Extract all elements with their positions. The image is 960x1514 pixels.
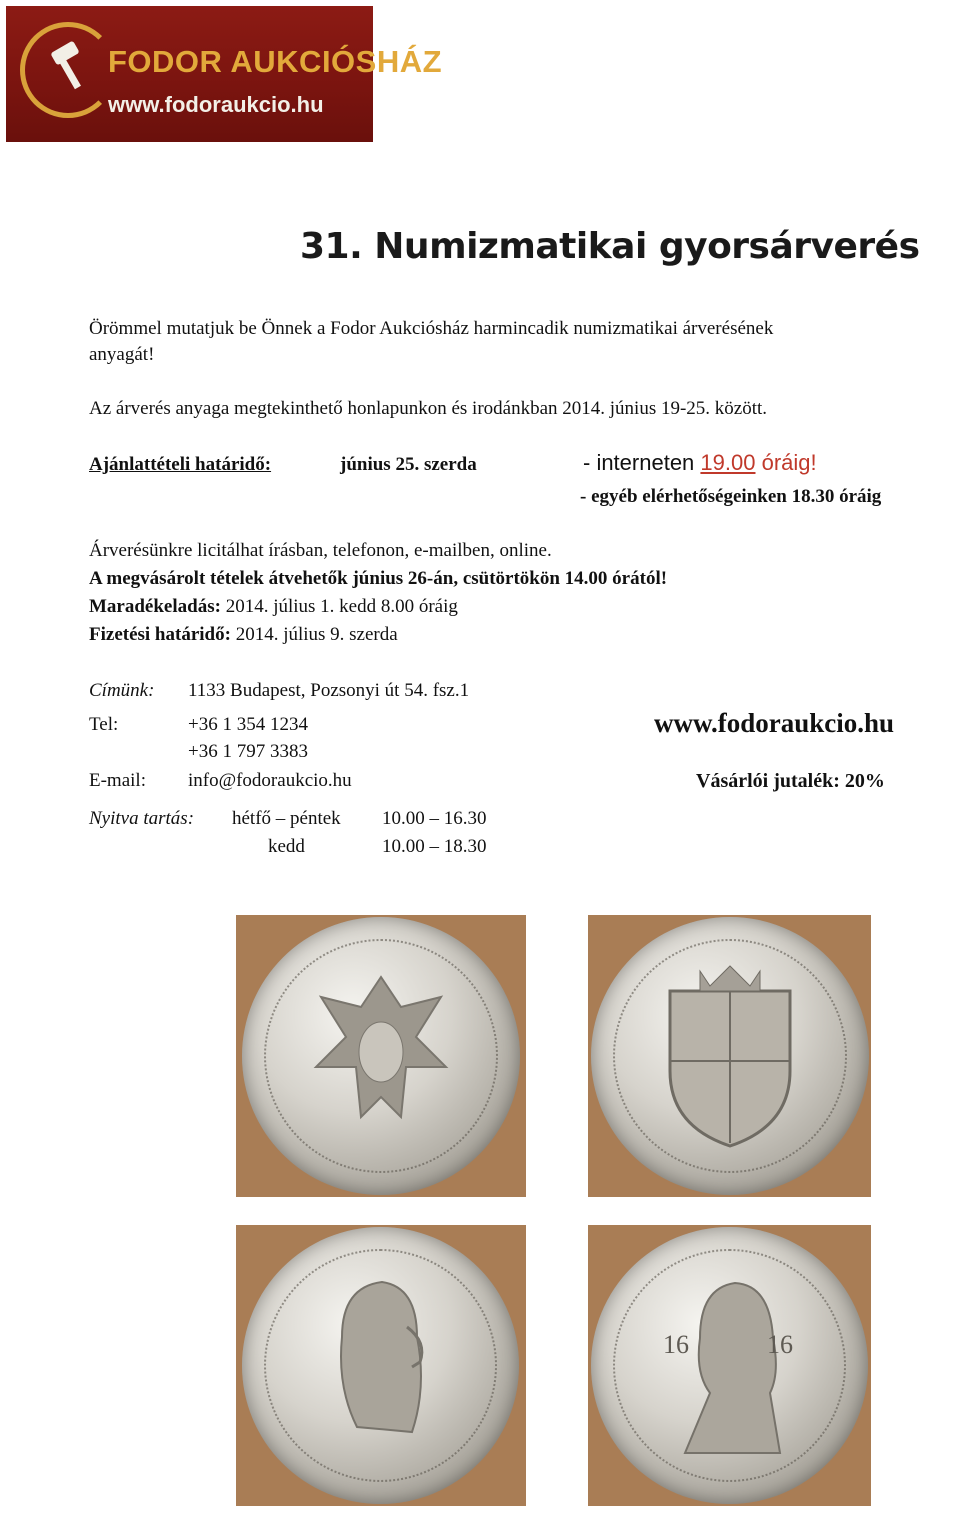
website-link[interactable]: www.fodoraukcio.hu <box>654 708 895 738</box>
deadline-internet-time-min: 00 <box>731 450 756 475</box>
deadline-label: Ajánlattételi határidő: <box>89 454 272 475</box>
email-label: E-mail: <box>89 770 146 791</box>
address-label: Címünk: <box>89 680 155 701</box>
coin-image-1 <box>236 915 526 1197</box>
gavel-icon <box>44 36 104 96</box>
tel-1[interactable]: +36 1 354 1234 <box>188 714 308 735</box>
coin-4-date-left: 16 <box>663 1330 689 1359</box>
deadline-date: június 25. szerda <box>340 454 477 475</box>
payment-label: Fizetési határidő: <box>89 624 231 645</box>
pickup-info: A megvásárolt tételek átvehetők június 26-án, csütörtökön 14.00 órától! <box>89 568 668 589</box>
coat-of-arms-coin-icon <box>655 961 805 1151</box>
hours-time-1: 10.00 – 16.30 <box>382 808 487 829</box>
viewing-info: Az árverés anyaga megtekinthető honlapunkon és irodánkban 2014. június 19-25. között. <box>89 398 768 419</box>
remainder-sale <box>89 596 458 618</box>
coin-image-2 <box>588 915 871 1197</box>
email-link[interactable]: info@fodoraukcio.hu <box>188 770 352 791</box>
address-value: 1133 Budapest, Pozsonyi út 54. fsz.1 <box>188 680 470 701</box>
logo-banner[interactable] <box>6 6 443 142</box>
eagle-coin-icon <box>301 957 461 1157</box>
portrait-coin-icon <box>312 1267 452 1467</box>
page-title: 31. Numizmatikai gyorsárverés <box>300 226 920 267</box>
hours-days-1: hétfő – péntek <box>232 808 341 829</box>
hours-time-2: 10.00 – 18.30 <box>382 836 487 857</box>
remainder-value: 2014. július 1. kedd 8.00 óráig <box>225 596 458 617</box>
intro-line-1: Örömmel mutatjuk be Önnek a Fodor Aukciósház harmincadik numizmatikai árverésének <box>89 318 774 339</box>
tel-label: Tel: <box>89 714 119 735</box>
deadline-other: - egyéb elérhetőségeinken 18.30 óráig <box>580 486 882 507</box>
deadline-internet-suffix: óráig! <box>761 450 817 475</box>
coin-4-date-right: 16 <box>767 1330 793 1359</box>
portrait-coin-icon <box>655 1263 805 1468</box>
logo-brand: FODOR AUKCIÓSHÁZ <box>108 44 443 79</box>
coin-image-3 <box>236 1225 526 1506</box>
buyer-fee: Vásárlói jutalék: 20% <box>696 770 885 792</box>
bidding-info: Árverésünkre licitálhat írásban, telefonon, e-mailben, online. <box>89 540 552 561</box>
hours-label: Nyitva tartás: <box>89 808 195 829</box>
payment-deadline <box>89 624 398 646</box>
hours-days-2: kedd <box>268 836 305 857</box>
deadline-internet-prefix: - interneten <box>583 450 695 475</box>
coin-image-4 <box>588 1225 871 1506</box>
payment-value: 2014. július 9. szerda <box>235 624 398 645</box>
deadline-internet-time-hour: 19. <box>700 450 732 475</box>
logo-url[interactable]: www.fodoraukcio.hu <box>108 92 324 117</box>
intro-line-2: anyagát! <box>89 344 155 365</box>
deadline-internet <box>583 450 817 476</box>
remainder-label: Maradékeladás: <box>89 596 221 617</box>
tel-2[interactable]: +36 1 797 3383 <box>188 741 308 762</box>
